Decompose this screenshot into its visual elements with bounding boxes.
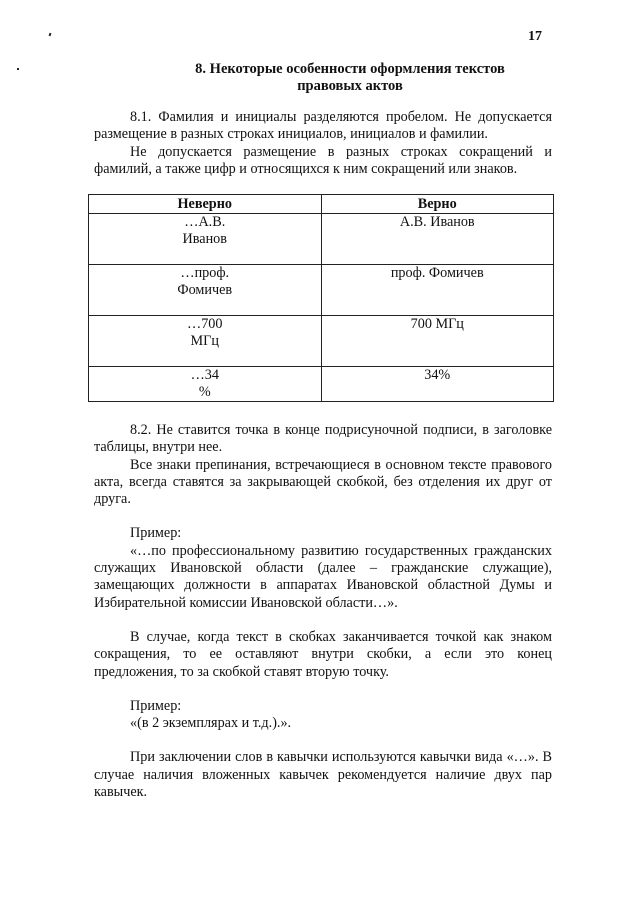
- example-label: Пример:: [130, 525, 182, 542]
- cell-wrong: [89, 367, 322, 402]
- cell-text: …34: [190, 367, 219, 383]
- example-text: «…по профессиональному развитию государственных гражданских служащих Ивановской области (далее – гражданские служащие), замещающих должности в аппаратах Ивановской областной Думы и Избирательной комиссии Ивановской области…».: [94, 542, 552, 611]
- section-8-1: [94, 109, 552, 178]
- cell-text: МГц: [190, 333, 219, 349]
- scan-artifact-mark: [49, 33, 52, 37]
- cell-wrong: [89, 214, 322, 265]
- comparison-table: [88, 194, 554, 402]
- table-header-row: [89, 195, 554, 214]
- table-row: [89, 316, 554, 367]
- header-wrong: Неверно: [89, 195, 322, 214]
- section-title: [80, 61, 620, 95]
- table-row: [89, 265, 554, 316]
- paragraph-punctuation: Все знаки препинания, встречающиеся в основном тексте правового акта, всегда ставятся за закрывающей скобкой, без отделения их друг от друга.: [94, 456, 552, 508]
- section-title-line-1: 8. Некоторые особенности оформления текстов: [195, 61, 505, 77]
- cell-text: Фомичев: [177, 282, 233, 298]
- example-text: «(в 2 экземплярах и т.д.).».: [130, 715, 292, 732]
- table-row: [89, 214, 554, 265]
- cell-wrong: [89, 265, 322, 316]
- cell-text: …проф.: [180, 265, 230, 281]
- cell-right: проф. Фомичев: [321, 265, 554, 316]
- table-row: [89, 367, 554, 402]
- section-8-2: [94, 422, 552, 801]
- header-right: Верно: [321, 195, 554, 214]
- paragraph-quotes: При заключении слов в кавычки используются кавычки вида «…». В случае наличия вложенных кавычек рекомендуется наличие двух пар кавычек.: [94, 749, 552, 801]
- page-number: 17: [528, 29, 542, 44]
- cell-wrong: [89, 316, 322, 367]
- scan-artifact-mark: [17, 68, 19, 70]
- paragraph-abbreviation-dot: В случае, когда текст в скобках заканчивается точкой как знаком сокращения, то ее оставляют внутри скобки, а если это конец предложения, то за скобкой ставят вторую точку.: [94, 628, 552, 680]
- example-label: Пример:: [130, 697, 182, 714]
- cell-right: 34%: [321, 367, 554, 402]
- cell-text: …А.В.: [184, 214, 226, 230]
- cell-text: Иванов: [182, 231, 227, 247]
- paragraph-8-1-b: Не допускается размещение в разных строках сокращений и фамилий, а также цифр и относящихся к ним сокращений или знаков.: [94, 143, 552, 177]
- cell-text: …700: [187, 316, 223, 332]
- paragraph-8-2: 8.2. Не ставится точка в конце подрисуночной подписи, в заголовке таблицы, внутри нее.: [94, 422, 552, 456]
- paragraph-8-1: 8.1. Фамилия и инициалы разделяются пробелом. Не допускается размещение в разных строках инициалов, инициалов и фамилии.: [94, 109, 552, 143]
- section-title-line-2: правовых актов: [297, 78, 403, 94]
- cell-text: %: [198, 384, 211, 400]
- cell-right: А.В. Иванов: [321, 214, 554, 265]
- cell-right: 700 МГц: [321, 316, 554, 367]
